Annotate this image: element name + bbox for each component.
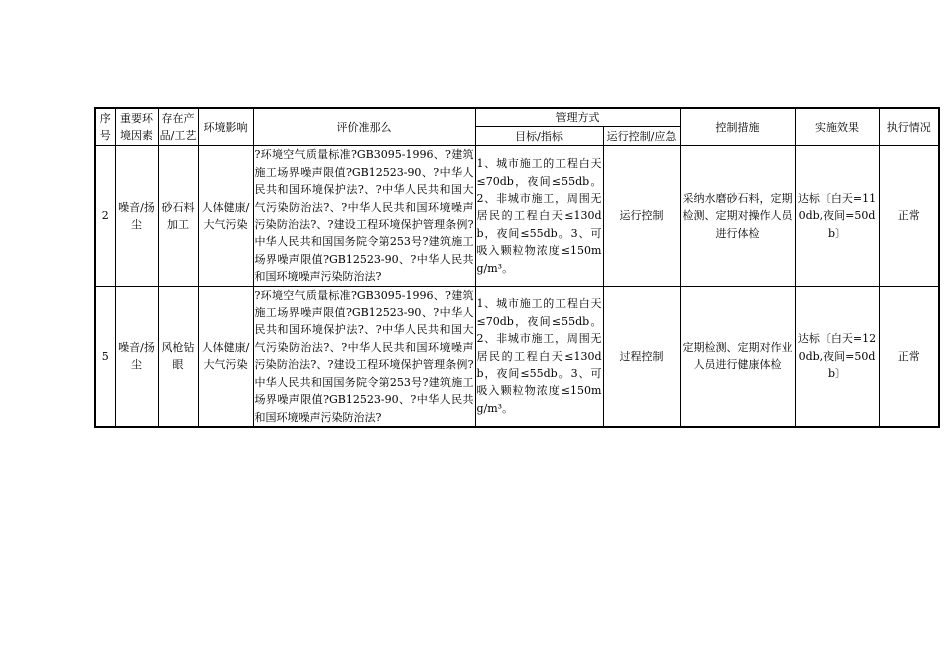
cell-impact: 人体健康/大气污染	[198, 146, 253, 286]
header-criteria: 评价准那么	[253, 108, 475, 146]
cell-product: 砂石料加工	[158, 146, 198, 286]
cell-product: 风枪钻眼	[158, 286, 198, 427]
cell-effect: 达标〔白天=120db,夜间=50db〕	[795, 286, 879, 427]
header-target: 目标/指标	[475, 127, 603, 146]
header-row-1	[95, 108, 939, 127]
header-product: 存在产品/工艺	[158, 108, 198, 146]
cell-factor: 噪音/扬尘	[115, 146, 158, 286]
cell-measures: 采纳水磨砂石料，定期检测、定期对操作人员进行体检	[680, 146, 795, 286]
cell-seq: 5	[95, 286, 115, 427]
cell-criteria: ?环境空气质量标准?GB3095-1996、?建筑施工场界噪声限值?GB12523-90、?中华人民共和国环境保护法?、?中华人民共和国大气污染防治法?、?中华人民共和国环境噪声污染防治法?、?建设工程环境保护管理条例?中华人民共和国国务院令第253号?建筑施工场界噪声限值?GB12523-90、?中华人民共和国环境噪声污染防治法?	[253, 286, 475, 427]
cell-effect: 达标〔白天=110db,夜间=50db〕	[795, 146, 879, 286]
header-operation: 运行控制/应急	[603, 127, 680, 146]
header-seq: 序号	[95, 108, 115, 146]
cell-factor: 噪音/扬尘	[115, 286, 158, 427]
header-status: 执行情况	[879, 108, 939, 146]
cell-status: 正常	[879, 146, 939, 286]
cell-impact: 人体健康/大气污染	[198, 286, 253, 427]
cell-seq: 2	[95, 146, 115, 286]
cell-target: 1、城市施工的工程白天≤70db，夜间≤55db。2、非城市施工，周围无居民的工程白天≤130db，夜间≤55db。3、可吸入颗粒物浓度≤150mg/m³。	[475, 146, 603, 286]
header-effect: 实施效果	[795, 108, 879, 146]
cell-target: 1、城市施工的工程白天≤70db，夜间≤55db。2、非城市施工，周围无居民的工程白天≤130db，夜间≤55db。3、可吸入颗粒物浓度≤150mg/m³。	[475, 286, 603, 427]
table-row	[95, 286, 939, 427]
cell-operation: 过程控制	[603, 286, 680, 427]
header-measures: 控制措施	[680, 108, 795, 146]
header-management: 管理方式	[475, 108, 680, 127]
cell-status: 正常	[879, 286, 939, 427]
table-row	[95, 146, 939, 286]
cell-measures: 定期检测、定期对作业人员进行健康体检	[680, 286, 795, 427]
environmental-factors-table	[94, 107, 940, 428]
header-factor: 重要环境因素	[115, 108, 158, 146]
cell-criteria: ?环境空气质量标准?GB3095-1996、?建筑施工场界噪声限值?GB12523-90、?中华人民共和国环境保护法?、?中华人民共和国大气污染防治法?、?中华人民共和国环境噪声污染防治法?、?建设工程环境保护管理条例?中华人民共和国国务院令第253号?建筑施工场界噪声限值?GB12523-90、?中华人民共和国环境噪声污染防治法?	[253, 146, 475, 286]
cell-operation: 运行控制	[603, 146, 680, 286]
header-impact: 环境影响	[198, 108, 253, 146]
